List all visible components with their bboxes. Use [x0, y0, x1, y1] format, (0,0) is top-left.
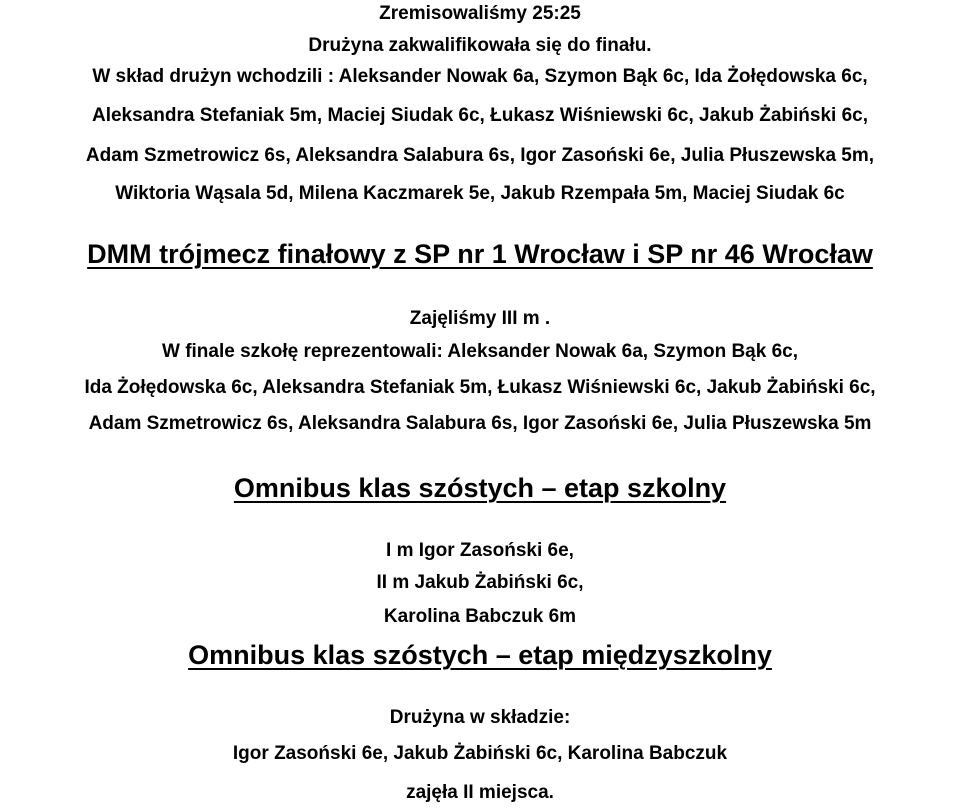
team-line: Igor Zasoński 6e, Jakub Żabiński 6c, Karolina Babczuk [232, 743, 728, 764]
winner-line: Karolina Babczuk 6m [383, 606, 577, 627]
section-heading: Omnibus klas szóstych – etap międzyszkolny [188, 640, 772, 670]
team-line: Wiktoria Wąsala 5d, Milena Kaczmarek 5e, Jakub Rzempała 5m, Maciej Siudak 6c [115, 183, 845, 204]
team-line: Adam Szmetrowicz 6s, Aleksandra Salabura 6s, Igor Zasoński 6e, Julia Płuszewska 5m, [85, 145, 875, 166]
section-heading: DMM trójmecz finałowy z SP nr 1 Wrocław i SP nr 46 Wrocław [87, 239, 873, 269]
team-line: W finale szkołę reprezentowali: Aleksander Nowak 6a, Szymon Bąk 6c, [161, 341, 799, 362]
winner-line: I m Igor Zasoński 6e, [386, 540, 574, 561]
team-intro-line: Drużyna w składzie: [389, 707, 571, 728]
result-line: Zremisowaliśmy 25:25 [379, 3, 581, 24]
qualification-line: Drużyna zakwalifikowała się do finału. [308, 35, 652, 56]
placement-line: Zajęliśmy III m . [409, 308, 551, 329]
winner-line: II m Jakub Żabiński 6c, [376, 572, 584, 593]
team-line: Adam Szmetrowicz 6s, Aleksandra Salabura 6s, Igor Zasoński 6e, Julia Płuszewska 5m [88, 413, 872, 434]
team-line: Aleksandra Stefaniak 5m, Maciej Siudak 6c, Łukasz Wiśniewski 6c, Jakub Żabiński 6c, [91, 105, 868, 126]
team-line: W skład drużyn wchodzili : Aleksander Nowak 6a, Szymon Bąk 6c, Ida Żołędowska 6c, [92, 66, 868, 87]
placement-line: zajęła II miejsca. [406, 782, 554, 803]
team-line: Ida Żołędowska 6c, Aleksandra Stefaniak 5m, Łukasz Wiśniewski 6c, Jakub Żabiński 6c, [84, 377, 876, 398]
section-heading: Omnibus klas szóstych – etap szkolny [233, 473, 727, 503]
